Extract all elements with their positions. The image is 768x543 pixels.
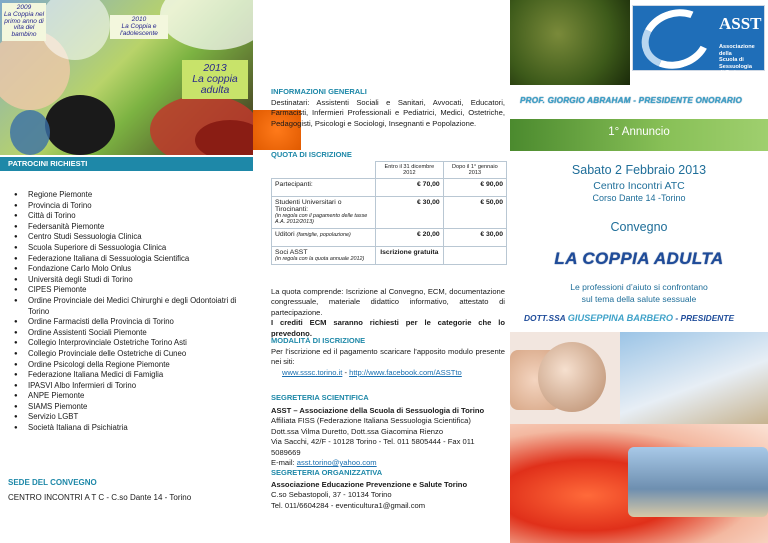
- logo-sub-line2: Scuola di Sessuologia: [719, 57, 752, 70]
- badge-2010-year: 2010: [131, 16, 147, 23]
- fee-value: Iscrizione gratuita: [380, 248, 439, 256]
- info-text: Destinatari: Assistenti Sociali e Sanitari, Avvocati, Educatori, Farmacisti, Infermieri Professionali e Pediatrici, Medici, Ostetriche, Pedagogisti, Psicologi e Sociologi, Insegnanti e Popolazione.: [271, 98, 505, 128]
- modalita-text: [271, 347, 505, 378]
- logo-name: ASST: [719, 14, 762, 33]
- fees-header-col1: Entro il 31 dicembre 2012: [376, 162, 444, 179]
- ecm-note: I crediti ECM saranno richiesti per le categorie che lo prevedono.: [271, 318, 505, 338]
- fees-row-uditori: [272, 228, 507, 246]
- seg-org-line1: C.so Sebastopoli, 37 - 10134 Torino: [271, 490, 392, 500]
- badge-2009-text: La Coppia nel primo anno di vita del bambino: [3, 10, 45, 39]
- patroni-item: ● Ordine Provinciale dei Medici Chirurghi e degli Odontoiatri di Torino: [14, 296, 250, 317]
- convegno-label: Convegno: [610, 220, 668, 234]
- fee-value: € 90,00: [480, 181, 503, 188]
- modalita-title: MODALITÀ DI ISCRIZIONE: [271, 336, 366, 345]
- fee-value: € 20,00: [417, 230, 440, 238]
- fee-note: (famiglie, popolazione): [296, 231, 351, 238]
- cover-photo-collage: [0, 0, 253, 155]
- left-panel: [0, 0, 253, 543]
- patroni-item: ● Provincia di Torino: [14, 201, 250, 212]
- event-title: LA COPPIA ADULTA: [554, 249, 724, 268]
- patroni-item: ● Società Italiana di Psichiatria: [14, 423, 250, 434]
- fee-label: Uditori: [275, 230, 295, 238]
- sede-title: SEDE DEL CONVEGNO: [8, 478, 97, 487]
- seg-sci-title: SEGRETERIA SCIENTIFICA: [271, 393, 369, 402]
- fees-header-row: [272, 162, 507, 179]
- asst-logo: [632, 5, 765, 76]
- link-separator: -: [342, 367, 350, 377]
- patroni-item: ● ANPE Piemonte: [14, 391, 250, 402]
- fee-label: Partecipanti:: [275, 181, 313, 188]
- patroni-item: ● Ordine Farmacisti della Provincia di Torino: [14, 317, 250, 328]
- patroni-item: ● SIAMS Piemonte: [14, 402, 250, 413]
- subtitle-line2: sul tema della salute sessuale: [581, 293, 697, 304]
- patroni-item: ● Collegio Interprovinciale Ostetriche Torino Asti: [14, 338, 250, 349]
- patroni-item: ● Regione Piemonte: [14, 190, 250, 201]
- badge-2009-year: 2009: [16, 4, 32, 11]
- seg-sci-line2: Dott.ssa Vilma Duretto, Dott.ssa Giacomina Rienzo: [271, 426, 444, 436]
- badge-2013: [182, 60, 248, 99]
- fees-row-soci: [272, 246, 507, 264]
- right-panel: [510, 0, 768, 543]
- fee-value: € 50,00: [480, 199, 503, 206]
- fee-value: € 70,00: [417, 181, 440, 188]
- president-prefix: DOTT.SSA: [524, 313, 566, 323]
- fee-note: (in regola con il pagamento delle tasse A.A. 2012/2013): [275, 213, 368, 226]
- modalita-desc: Per l’iscrizione ed il pagamento scaricare l’apposito modulo presente nei siti:: [271, 347, 505, 367]
- patroni-item: ● Centro Studi Sessuologia Clinica: [14, 232, 250, 243]
- logo-swirl-icon: [633, 0, 719, 78]
- annuncio-banner: 1° Annuncio: [510, 119, 768, 151]
- bottom-photo-collage: [510, 332, 768, 543]
- quota-title: QUOTA DI ISCRIZIONE: [271, 150, 352, 159]
- badge-2013-year: 2013: [203, 62, 227, 74]
- quota-includes: La quota comprende: Iscrizione al Convegno, ECM, documentazione congressuale, materiale didattico informativo, attestato di partecipazione.: [271, 287, 505, 317]
- seg-sci-block: [271, 406, 505, 468]
- patroni-item: ● Ordine Assistenti Sociali Piemonte: [14, 328, 250, 339]
- seg-org-name: Associazione Educazione Prevenzione e Salute Torino: [271, 480, 468, 489]
- badge-2013-text: La coppia adulta: [192, 73, 238, 97]
- president-line: [524, 313, 734, 323]
- fee-note: (in regola con la quota annuale 2012): [275, 255, 365, 262]
- quota-text: [271, 287, 505, 339]
- seg-org-title: SEGRETERIA ORGANIZZATIVA: [271, 468, 383, 477]
- patroni-title-bar: PATROCINI RICHIESTI: [0, 157, 253, 171]
- fee-value: € 30,00: [480, 230, 503, 238]
- fees-row-partecipanti: [272, 179, 507, 197]
- fee-label: Studenti Universitari o Tirocinanti:: [275, 199, 342, 213]
- facebook-link[interactable]: http://www.facebook.com/ASSTto: [349, 367, 462, 377]
- event-venue: Centro Incontri ATC: [593, 180, 685, 192]
- fees-header-col2: Dopo il 1° gennaio 2013: [443, 162, 506, 179]
- logo-sub-line1: Associazione della: [719, 44, 755, 57]
- patroni-item: ● Federsanità Piemonte: [14, 222, 250, 233]
- seg-sci-email[interactable]: asst.torino@yahoo.com: [296, 458, 377, 468]
- fees-table: [271, 161, 507, 265]
- logo-sub-line3: di Torino: [719, 70, 743, 76]
- event-date: Sabato 2 Febbraio 2013: [571, 163, 707, 177]
- patroni-item: ● Federazione Italiana Medici di Famiglia: [14, 370, 250, 381]
- info-title: INFORMAZIONI GENERALI: [271, 87, 367, 96]
- patroni-item: ● Fondazione Carlo Molo Onlus: [14, 264, 250, 275]
- honorary-president: PROF. GIORGIO ABRAHAM - PRESIDENTE ONORARIO: [520, 96, 743, 105]
- patroni-item: ● Servizio LGBT: [14, 412, 250, 423]
- event-address: Corso Dante 14 -Torino: [592, 193, 686, 203]
- patroni-item: ● Città di Torino: [14, 211, 250, 222]
- patroni-item: ● Federazione Italiana di Sessuologia Scientifica: [14, 254, 250, 265]
- patroni-list: [14, 190, 250, 434]
- badge-2010: [110, 15, 168, 39]
- patroni-item: ● Collegio Provinciale delle Ostetriche di Cuneo: [14, 349, 250, 360]
- seg-sci-line1: Affiliata FISS (Federazione Italiana Sessuologia Scientifica): [271, 416, 471, 426]
- patroni-item: ● Scuola Superiore di Sessuologia Clinica: [14, 243, 250, 254]
- seg-sci-email-label: E-mail:: [271, 458, 297, 468]
- seg-sci-name: ASST – Associazione della Scuola di Sessuologia di Torino: [271, 406, 485, 415]
- fee-value: € 30,00: [417, 199, 440, 206]
- event-subtitle: [510, 282, 768, 305]
- middle-panel: [253, 0, 510, 543]
- subtitle-line1: Le professioni d’aiuto si confrontano: [570, 282, 708, 292]
- patroni-item: ● Ordine Psicologi della Regione Piemonte: [14, 360, 250, 371]
- badge-2009: [2, 3, 46, 41]
- sede-text: CENTRO INCONTRI A T C - C.so Dante 14 - Torino: [8, 493, 192, 502]
- president-name: GIUSEPPINA BARBERO: [567, 313, 674, 323]
- fee-label: Soci ASST: [275, 248, 308, 256]
- fees-row-studenti: [272, 197, 507, 229]
- couple-photo: [510, 0, 630, 85]
- seg-sci-line3: Via Sacchi, 42/F - 10128 Torino - Tel. 011 5805444 - Fax 011 5089669: [271, 437, 475, 457]
- sssc-link[interactable]: www.sssc.torino.it: [282, 367, 343, 377]
- patroni-item: ● Università degli Studi di Torino: [14, 275, 250, 286]
- seg-org-line2: Tel. 011/6604284 - eventicultura1@gmail.com: [271, 500, 426, 510]
- patroni-item: ● CIPES Piemonte: [14, 285, 250, 296]
- patroni-item: ● IPASVI Albo Infermieri di Torino: [14, 381, 250, 392]
- logo-subtitle: [719, 44, 764, 77]
- president-role: - PRESIDENTE: [675, 313, 735, 323]
- seg-org-block: [271, 480, 505, 511]
- badge-2010-text: La Coppia e l'adolescente: [120, 22, 158, 37]
